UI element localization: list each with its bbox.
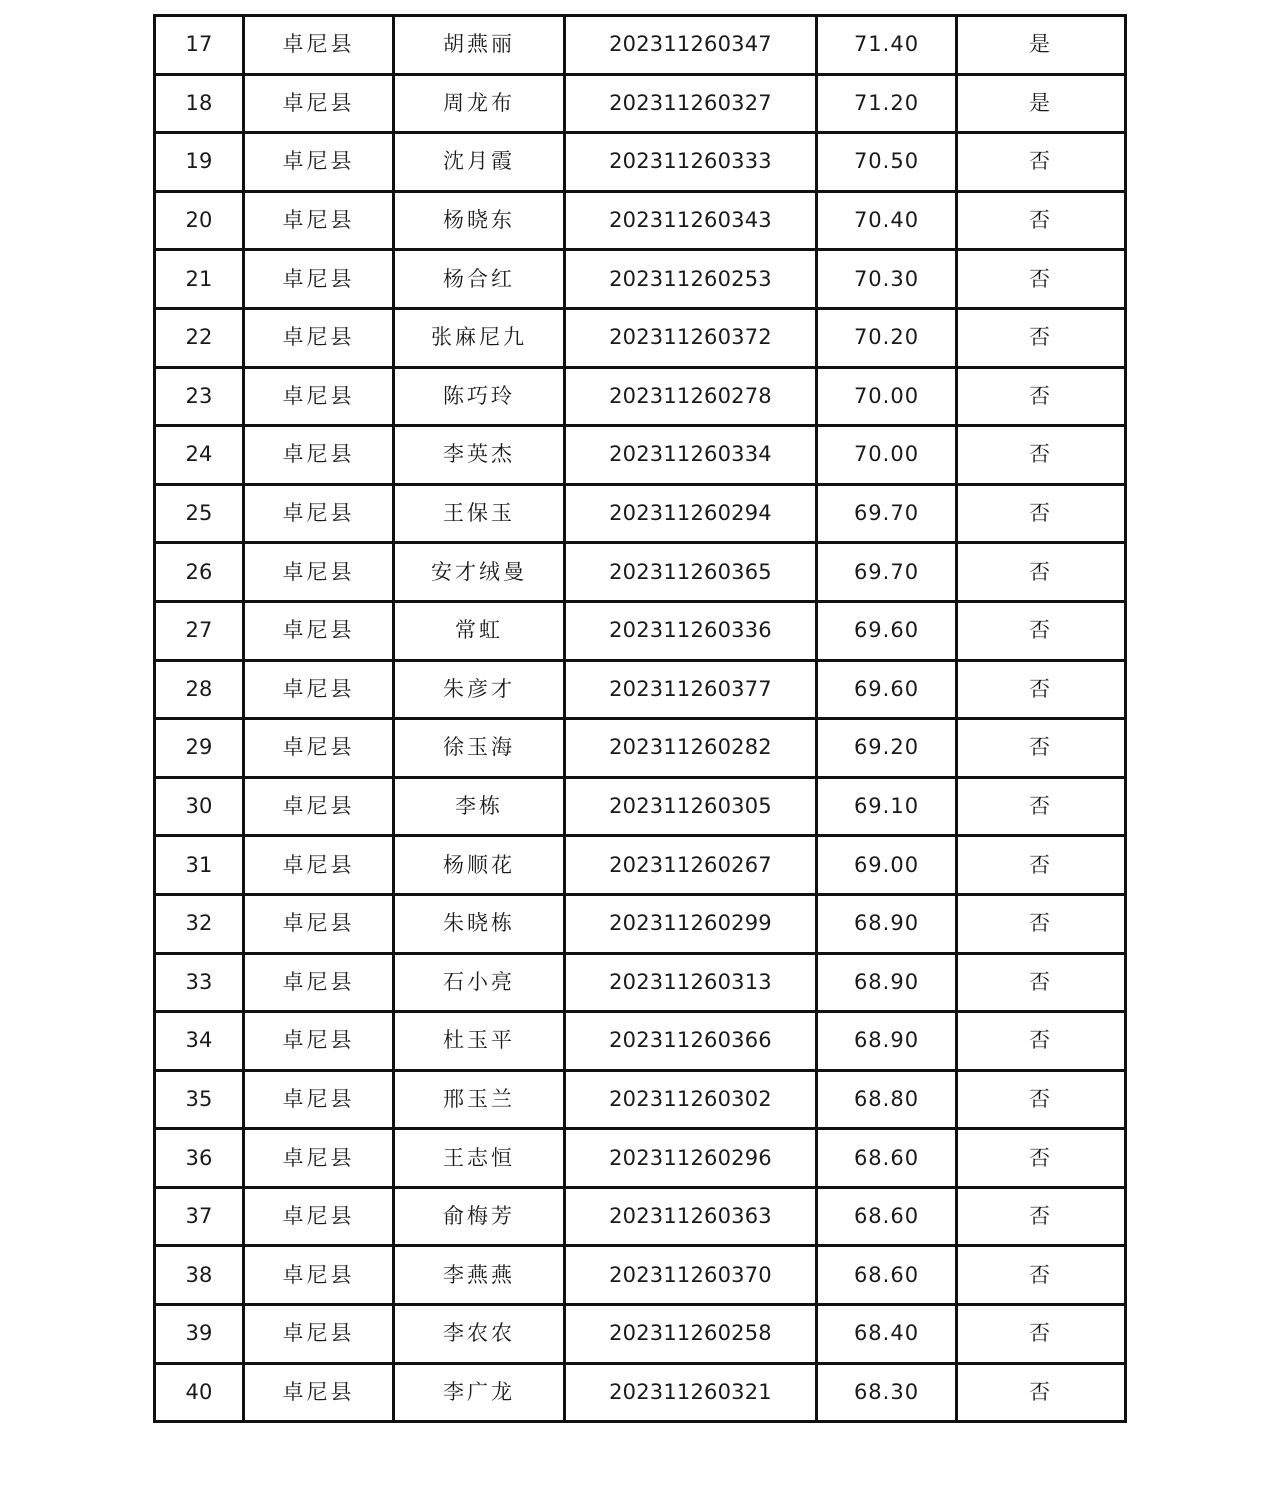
table-row xyxy=(155,953,1126,1012)
table-row xyxy=(155,660,1126,719)
county-cell: 卓尼县 xyxy=(244,1305,394,1364)
table-row xyxy=(155,1070,1126,1129)
score-cell: 69.20 xyxy=(817,719,957,778)
exam-id-cell: 202311260363 xyxy=(565,1187,817,1246)
interview-status-cell: 否 xyxy=(957,1246,1126,1305)
interview-status-cell: 是 xyxy=(957,74,1126,133)
county-cell: 卓尼县 xyxy=(244,719,394,778)
exam-id-cell: 202311260365 xyxy=(565,543,817,602)
score-cell: 68.90 xyxy=(817,894,957,953)
interview-status-cell: 否 xyxy=(957,1187,1126,1246)
candidate-name-cell: 石小亮 xyxy=(394,953,565,1012)
exam-id-cell: 202311260267 xyxy=(565,836,817,895)
table-row xyxy=(155,1129,1126,1188)
candidate-name-cell: 沈月霞 xyxy=(394,133,565,192)
candidate-name-cell: 朱彦才 xyxy=(394,660,565,719)
county-cell: 卓尼县 xyxy=(244,836,394,895)
exam-id-cell: 202311260302 xyxy=(565,1070,817,1129)
table-row xyxy=(155,250,1126,309)
candidate-name-cell: 李燕燕 xyxy=(394,1246,565,1305)
interview-status-cell: 否 xyxy=(957,1129,1126,1188)
score-cell: 68.60 xyxy=(817,1187,957,1246)
county-cell: 卓尼县 xyxy=(244,16,394,75)
row-number-cell: 25 xyxy=(155,484,244,543)
score-cell: 69.70 xyxy=(817,543,957,602)
exam-id-cell: 202311260258 xyxy=(565,1305,817,1364)
score-cell: 70.40 xyxy=(817,191,957,250)
table-row xyxy=(155,484,1126,543)
county-cell: 卓尼县 xyxy=(244,191,394,250)
county-cell: 卓尼县 xyxy=(244,1129,394,1188)
table-row xyxy=(155,426,1126,485)
table-row xyxy=(155,133,1126,192)
exam-id-cell: 202311260343 xyxy=(565,191,817,250)
interview-status-cell: 否 xyxy=(957,777,1126,836)
candidate-name-cell: 徐玉海 xyxy=(394,719,565,778)
row-number-cell: 28 xyxy=(155,660,244,719)
candidate-name-cell: 杨顺花 xyxy=(394,836,565,895)
score-cell: 68.30 xyxy=(817,1363,957,1422)
row-number-cell: 34 xyxy=(155,1012,244,1071)
county-cell: 卓尼县 xyxy=(244,308,394,367)
county-cell: 卓尼县 xyxy=(244,601,394,660)
county-cell: 卓尼县 xyxy=(244,484,394,543)
candidate-name-cell: 常虹 xyxy=(394,601,565,660)
candidate-name-cell: 杨晓东 xyxy=(394,191,565,250)
score-cell: 68.90 xyxy=(817,953,957,1012)
county-cell: 卓尼县 xyxy=(244,543,394,602)
interview-status-cell: 否 xyxy=(957,1012,1126,1071)
row-number-cell: 29 xyxy=(155,719,244,778)
row-number-cell: 23 xyxy=(155,367,244,426)
row-number-cell: 26 xyxy=(155,543,244,602)
row-number-cell: 19 xyxy=(155,133,244,192)
table-row xyxy=(155,191,1126,250)
row-number-cell: 39 xyxy=(155,1305,244,1364)
exam-id-cell: 202311260334 xyxy=(565,426,817,485)
row-number-cell: 27 xyxy=(155,601,244,660)
exam-id-cell: 202311260370 xyxy=(565,1246,817,1305)
exam-id-cell: 202311260327 xyxy=(565,74,817,133)
score-cell: 70.00 xyxy=(817,367,957,426)
score-cell: 68.40 xyxy=(817,1305,957,1364)
row-number-cell: 33 xyxy=(155,953,244,1012)
interview-status-cell: 否 xyxy=(957,601,1126,660)
county-cell: 卓尼县 xyxy=(244,953,394,1012)
exam-id-cell: 202311260278 xyxy=(565,367,817,426)
exam-id-cell: 202311260377 xyxy=(565,660,817,719)
interview-status-cell: 否 xyxy=(957,894,1126,953)
county-cell: 卓尼县 xyxy=(244,367,394,426)
results-table xyxy=(153,14,1127,1423)
interview-status-cell: 否 xyxy=(957,543,1126,602)
score-cell: 69.60 xyxy=(817,601,957,660)
row-number-cell: 37 xyxy=(155,1187,244,1246)
row-number-cell: 22 xyxy=(155,308,244,367)
county-cell: 卓尼县 xyxy=(244,777,394,836)
county-cell: 卓尼县 xyxy=(244,74,394,133)
table-row xyxy=(155,367,1126,426)
candidate-name-cell: 周龙布 xyxy=(394,74,565,133)
interview-status-cell: 否 xyxy=(957,1070,1126,1129)
county-cell: 卓尼县 xyxy=(244,1187,394,1246)
exam-id-cell: 202311260336 xyxy=(565,601,817,660)
row-number-cell: 30 xyxy=(155,777,244,836)
results-table-container xyxy=(153,14,1124,1423)
candidate-name-cell: 杨合红 xyxy=(394,250,565,309)
row-number-cell: 35 xyxy=(155,1070,244,1129)
table-row xyxy=(155,1363,1126,1422)
row-number-cell: 36 xyxy=(155,1129,244,1188)
candidate-name-cell: 朱晓栋 xyxy=(394,894,565,953)
interview-status-cell: 否 xyxy=(957,308,1126,367)
candidate-name-cell: 王志恒 xyxy=(394,1129,565,1188)
table-row xyxy=(155,894,1126,953)
table-row xyxy=(155,1305,1126,1364)
exam-id-cell: 202311260296 xyxy=(565,1129,817,1188)
table-row xyxy=(155,74,1126,133)
interview-status-cell: 否 xyxy=(957,1305,1126,1364)
candidate-name-cell: 胡燕丽 xyxy=(394,16,565,75)
score-cell: 71.40 xyxy=(817,16,957,75)
county-cell: 卓尼县 xyxy=(244,1012,394,1071)
score-cell: 68.90 xyxy=(817,1012,957,1071)
score-cell: 68.60 xyxy=(817,1129,957,1188)
table-row xyxy=(155,601,1126,660)
candidate-name-cell: 安才绒曼 xyxy=(394,543,565,602)
exam-id-cell: 202311260333 xyxy=(565,133,817,192)
interview-status-cell: 否 xyxy=(957,953,1126,1012)
county-cell: 卓尼县 xyxy=(244,894,394,953)
score-cell: 69.60 xyxy=(817,660,957,719)
interview-status-cell: 否 xyxy=(957,719,1126,778)
table-row xyxy=(155,308,1126,367)
interview-status-cell: 否 xyxy=(957,484,1126,543)
table-row xyxy=(155,836,1126,895)
score-cell: 69.10 xyxy=(817,777,957,836)
exam-id-cell: 202311260321 xyxy=(565,1363,817,1422)
interview-status-cell: 否 xyxy=(957,250,1126,309)
interview-status-cell: 否 xyxy=(957,660,1126,719)
score-cell: 70.20 xyxy=(817,308,957,367)
exam-id-cell: 202311260372 xyxy=(565,308,817,367)
table-row xyxy=(155,16,1126,75)
interview-status-cell: 否 xyxy=(957,426,1126,485)
interview-status-cell: 否 xyxy=(957,191,1126,250)
score-cell: 68.80 xyxy=(817,1070,957,1129)
score-cell: 69.00 xyxy=(817,836,957,895)
candidate-name-cell: 王保玉 xyxy=(394,484,565,543)
interview-status-cell: 否 xyxy=(957,133,1126,192)
county-cell: 卓尼县 xyxy=(244,250,394,309)
row-number-cell: 32 xyxy=(155,894,244,953)
row-number-cell: 21 xyxy=(155,250,244,309)
candidate-name-cell: 李农农 xyxy=(394,1305,565,1364)
candidate-name-cell: 陈巧玲 xyxy=(394,367,565,426)
table-row xyxy=(155,1012,1126,1071)
table-row xyxy=(155,1246,1126,1305)
candidate-name-cell: 李英杰 xyxy=(394,426,565,485)
county-cell: 卓尼县 xyxy=(244,426,394,485)
interview-status-cell: 否 xyxy=(957,836,1126,895)
exam-id-cell: 202311260313 xyxy=(565,953,817,1012)
exam-id-cell: 202311260299 xyxy=(565,894,817,953)
county-cell: 卓尼县 xyxy=(244,1246,394,1305)
row-number-cell: 18 xyxy=(155,74,244,133)
row-number-cell: 17 xyxy=(155,16,244,75)
candidate-name-cell: 李广龙 xyxy=(394,1363,565,1422)
row-number-cell: 24 xyxy=(155,426,244,485)
score-cell: 68.60 xyxy=(817,1246,957,1305)
county-cell: 卓尼县 xyxy=(244,1363,394,1422)
row-number-cell: 40 xyxy=(155,1363,244,1422)
table-row xyxy=(155,777,1126,836)
exam-id-cell: 202311260282 xyxy=(565,719,817,778)
row-number-cell: 31 xyxy=(155,836,244,895)
candidate-name-cell: 张麻尼九 xyxy=(394,308,565,367)
exam-id-cell: 202311260253 xyxy=(565,250,817,309)
interview-status-cell: 是 xyxy=(957,16,1126,75)
exam-id-cell: 202311260305 xyxy=(565,777,817,836)
score-cell: 69.70 xyxy=(817,484,957,543)
county-cell: 卓尼县 xyxy=(244,1070,394,1129)
interview-status-cell: 否 xyxy=(957,367,1126,426)
results-table-body xyxy=(155,16,1126,1422)
exam-id-cell: 202311260294 xyxy=(565,484,817,543)
score-cell: 71.20 xyxy=(817,74,957,133)
score-cell: 70.00 xyxy=(817,426,957,485)
score-cell: 70.50 xyxy=(817,133,957,192)
candidate-name-cell: 俞梅芳 xyxy=(394,1187,565,1246)
row-number-cell: 38 xyxy=(155,1246,244,1305)
exam-id-cell: 202311260366 xyxy=(565,1012,817,1071)
candidate-name-cell: 杜玉平 xyxy=(394,1012,565,1071)
candidate-name-cell: 李栋 xyxy=(394,777,565,836)
table-row xyxy=(155,719,1126,778)
exam-id-cell: 202311260347 xyxy=(565,16,817,75)
candidate-name-cell: 邢玉兰 xyxy=(394,1070,565,1129)
county-cell: 卓尼县 xyxy=(244,133,394,192)
table-row xyxy=(155,543,1126,602)
table-row xyxy=(155,1187,1126,1246)
county-cell: 卓尼县 xyxy=(244,660,394,719)
score-cell: 70.30 xyxy=(817,250,957,309)
row-number-cell: 20 xyxy=(155,191,244,250)
interview-status-cell: 否 xyxy=(957,1363,1126,1422)
